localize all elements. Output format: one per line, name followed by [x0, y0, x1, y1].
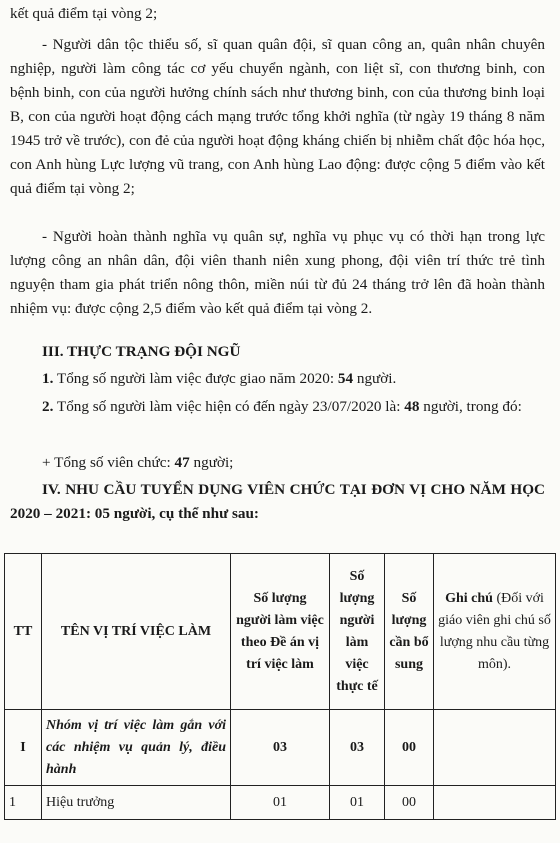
section-3-item-3 — [10, 451, 545, 475]
row-note — [434, 710, 556, 786]
recruitment-table — [4, 553, 556, 820]
section-3-item-1 — [10, 367, 545, 391]
table-row — [5, 786, 556, 820]
section-3-item-2 — [10, 395, 545, 419]
header-job-position: TÊN VỊ TRÍ VIỆC LÀM — [42, 554, 231, 710]
row-job-position: Hiệu trưởng — [42, 786, 231, 820]
section-4-heading: IV. NHU CẦU TUYỂN DỤNG VIÊN CHỨC TẠI ĐƠN VỊ CHO NĂM HỌC 2020 – 2021: 05 người, cụ thể như sau: — [10, 481, 545, 522]
header-tt: TT — [5, 554, 42, 710]
table-row — [5, 710, 556, 786]
item-3-suffix: người; — [189, 454, 234, 471]
header-actual-count: Số lượng người làm việc thực tế — [330, 554, 385, 710]
item-1-value: 54 — [337, 370, 354, 387]
paragraph-3: - Người hoàn thành nghĩa vụ quân sự, nghĩa vụ phục vụ có thời hạn trong lực lượng công an nhân dân, đội viên thanh niên xung phong, đội viên trí thức trẻ tình nguyện tham gia phát triển nông thôn, miền núi từ đủ 24 tháng trở lên đã hoàn thành nhiệm vụ: được cộng 2,5 điểm vào kết quả điểm tại vòng 2. — [10, 228, 545, 317]
item-2-text: Tổng số người làm việc hiện có đến ngày 23/07/2020 là: — [53, 398, 405, 415]
item-1-text: Tổng số người làm việc được giao năm 2020: — [53, 370, 338, 387]
row-tt: 1 — [5, 786, 42, 820]
row-note — [434, 786, 556, 820]
header-note — [434, 554, 556, 710]
header-note-rest: (Đối với giáo viên ghi chú số lượng nhu cầu từng môn). — [438, 590, 551, 672]
header-needed-count: Số lượng cần bổ sung — [385, 554, 434, 710]
item-2-suffix: người, trong đó: — [419, 398, 522, 415]
row-tt: I — [5, 710, 42, 786]
paragraph-2: - Người dân tộc thiểu số, sĩ quan quân đội, sĩ quan công an, quân nhân chuyên nghiệp, người làm công tác cơ yếu chuyển ngành, con liệt sĩ, con thương binh, con bệnh binh, con của người hưởng chính sách như thương binh, con của thương binh loại B, con của người hoạt động cách mạng trước tổng khởi nghĩa (từ ngày 19 tháng 8 năm 1945 trở về trước), con đẻ của người hoạt động kháng chiến bị nhiễm chất độc hóa học, con Anh hùng Lực lượng vũ trang, con Anh hùng Lao động: được cộng 5 điểm vào kết quả điểm tại vòng 2; — [10, 36, 545, 197]
item-1-number: 1. — [42, 370, 54, 387]
row-planned-count: 03 — [231, 710, 330, 786]
row-actual-count: 03 — [330, 710, 385, 786]
item-2-number: 2. — [42, 398, 54, 415]
item-3-value: 47 — [174, 454, 190, 471]
header-planned-count: Số lượng người làm việc theo Đề án vị trí việc làm — [231, 554, 330, 710]
table-header-row — [5, 554, 556, 710]
row-needed-count: 00 — [385, 710, 434, 786]
row-actual-count: 01 — [330, 786, 385, 820]
row-job-position: Nhóm vị trí việc làm gắn với các nhiệm vụ quản lý, điều hành — [42, 710, 231, 786]
paragraph-1: kết quả điểm tại vòng 2; — [10, 5, 158, 22]
row-needed-count: 00 — [385, 786, 434, 820]
item-3-text: + Tổng số viên chức: — [42, 454, 175, 471]
header-note-bold: Ghi chú — [445, 590, 493, 606]
row-planned-count: 01 — [231, 786, 330, 820]
item-1-suffix: người. — [353, 370, 397, 387]
item-2-value: 48 — [404, 398, 420, 415]
section-3-heading: III. THỰC TRẠNG ĐỘI NGŨ — [42, 343, 241, 360]
